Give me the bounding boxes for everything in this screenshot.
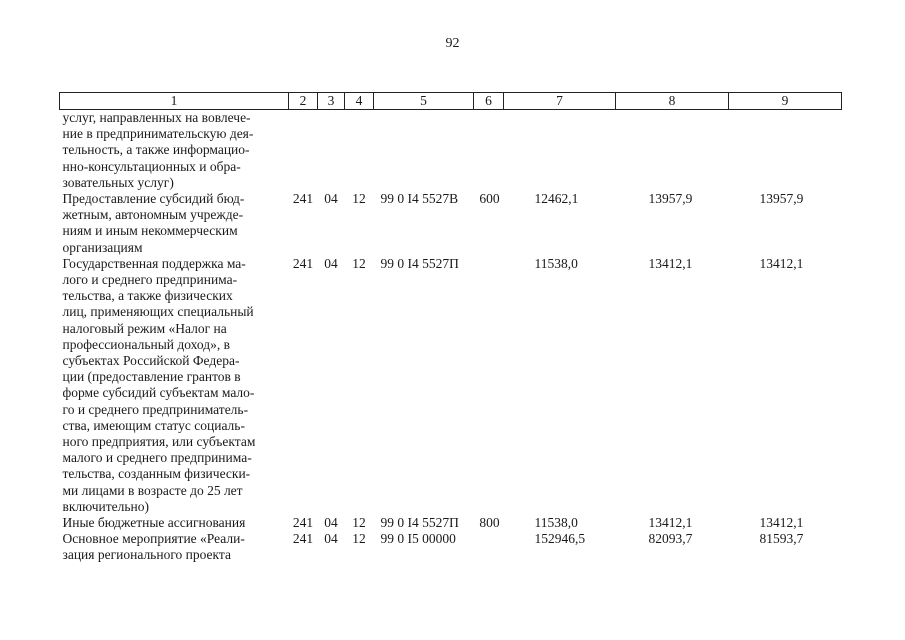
item-name-line: включительно) (62, 498, 150, 514)
subsection-code-cell: 12 (352, 515, 366, 531)
item-name-cell (60, 191, 289, 256)
item-name-line: жетным, автономным учрежде- (62, 207, 244, 223)
item-name-line: субъектах Российской Федера- (62, 353, 240, 369)
item-name-line: ниям и иным некоммерческим (62, 223, 238, 239)
item-name-cell (60, 515, 289, 531)
target-article-cell: 99 0 I4 5527В (380, 191, 459, 207)
admin-code-cell: 241 (292, 531, 314, 547)
section-code-cell: 04 (324, 515, 338, 531)
expense-type-cell (474, 110, 504, 192)
amount-year2-cell: 13957,9 (648, 191, 693, 207)
item-name-line: Государственная поддержка ма- (62, 255, 246, 271)
item-name-line: лого и среднего предпринима- (62, 272, 238, 288)
item-name-line: ние в предпринимательскую дея- (62, 126, 254, 142)
item-name-line: тельства, а также физических (62, 288, 233, 304)
item-name-line: ции (предоставление грантов в (62, 369, 241, 385)
column-header: 6 (474, 93, 504, 110)
table-row (60, 515, 842, 531)
table-row (60, 531, 842, 563)
table-row (60, 110, 842, 192)
amount-year3-cell: 13957,9 (759, 191, 804, 207)
item-name-line: Основное мероприятие «Реали- (62, 531, 245, 547)
amount-year2-cell: 13412,1 (648, 515, 693, 531)
item-name-line: ного предприятия, или субъектам (62, 434, 256, 450)
amount-year1-cell: 11538,0 (534, 515, 578, 531)
expense-type-cell: 600 (479, 191, 500, 207)
item-name-line: профессиональный доход», в (62, 336, 231, 352)
admin-code-cell: 241 (292, 515, 314, 531)
subsection-code-cell: 12 (352, 191, 366, 207)
item-name-line: услуг, направленных на вовлече- (62, 110, 251, 125)
item-name-line: тельства, созданным физически- (62, 466, 251, 482)
item-name-line: Иные бюджетные ассигнования (62, 515, 246, 531)
amount-year1-cell: 11538,0 (534, 255, 578, 271)
target-article-cell (374, 110, 474, 192)
expense-type-cell: 800 (479, 515, 500, 531)
table-row (60, 256, 842, 515)
item-name-line: лиц, применяющих специальный (62, 304, 254, 320)
column-header: 7 (504, 93, 616, 110)
item-name-line: Предоставление субсидий бюд- (62, 191, 245, 207)
section-code-cell: 04 (324, 255, 338, 271)
section-code-cell: 04 (324, 531, 338, 547)
table-header-row (60, 93, 842, 110)
amount-year1-cell: 152946,5 (534, 531, 586, 547)
column-header: 3 (318, 93, 345, 110)
column-header: 1 (60, 93, 289, 110)
column-header: 8 (616, 93, 729, 110)
amount-year3-cell: 13412,1 (759, 515, 804, 531)
admin-code-cell (289, 110, 318, 192)
expense-type-cell (474, 531, 504, 563)
admin-code-cell: 241 (292, 255, 314, 271)
amount-year1-cell: 12462,1 (534, 191, 579, 207)
item-name-cell (60, 256, 289, 515)
subsection-code-cell: 12 (352, 255, 366, 271)
item-name-line: тельность, а также информацио- (62, 142, 250, 158)
table-body (60, 110, 842, 564)
section-code-cell: 04 (324, 191, 338, 207)
column-header: 5 (374, 93, 474, 110)
item-name-line: организациям (62, 239, 143, 255)
item-name-line: ми лицами в возрасте до 25 лет (62, 482, 243, 498)
amount-year1-cell (504, 110, 616, 192)
item-name-line: налоговый режим «Налог на (62, 320, 227, 336)
budget-table (59, 92, 842, 564)
subsection-code-cell (345, 110, 374, 192)
table-row (60, 191, 842, 256)
amount-year2-cell: 13412,1 (648, 255, 693, 271)
column-header: 4 (345, 93, 374, 110)
admin-code-cell: 241 (292, 191, 314, 207)
item-name-line: нно-консультационных и обра- (62, 158, 241, 174)
item-name-line: го и среднего предприниматель- (62, 401, 249, 417)
item-name-cell (60, 110, 289, 192)
amount-year2-cell (616, 110, 729, 192)
item-name-line: форме субсидий субъектам мало- (62, 385, 255, 401)
amount-year3-cell: 81593,7 (759, 531, 804, 547)
item-name-line: зация регионального проекта (62, 547, 231, 563)
target-article-cell: 99 0 I4 5527П (380, 255, 459, 271)
expense-type-cell (474, 256, 504, 515)
item-name-line: малого и среднего предпринима- (62, 450, 252, 466)
subsection-code-cell: 12 (352, 531, 366, 547)
amount-year2-cell: 82093,7 (648, 531, 693, 547)
amount-year3-cell (729, 110, 842, 192)
item-name-line: зовательных услуг) (62, 174, 174, 190)
column-header: 2 (289, 93, 318, 110)
item-name-cell (60, 531, 289, 563)
section-code-cell (318, 110, 345, 192)
item-name-line: ства, имеющим статус социаль- (62, 417, 245, 433)
target-article-cell: 99 0 I4 5527П (380, 515, 459, 531)
column-header: 9 (729, 93, 842, 110)
page-number: 92 (445, 36, 460, 51)
target-article-cell: 99 0 I5 00000 (380, 531, 456, 547)
amount-year3-cell: 13412,1 (759, 255, 804, 271)
